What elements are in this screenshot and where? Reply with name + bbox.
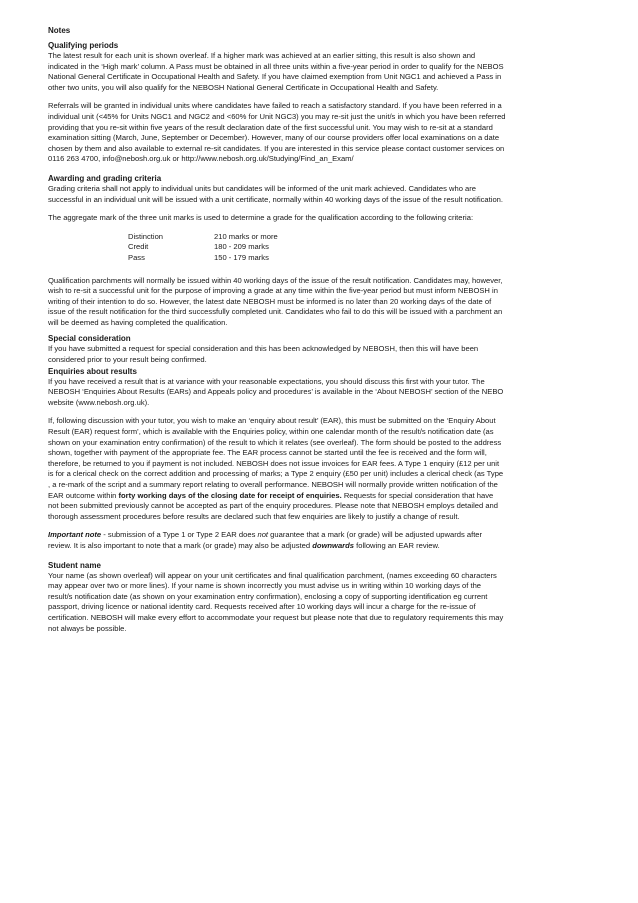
important-note — [48, 530, 638, 551]
text-line: examination sitting (March, June, September or December). However, many of our course providers offer local examinations on a date — [48, 133, 500, 143]
enquiries-paragraph-2 — [48, 416, 638, 522]
text-line: will be deemed as having completed the qualification. — [48, 317, 228, 327]
text-line: considered prior to your result being confirmed. — [48, 355, 207, 365]
notes-page — [48, 26, 638, 634]
text-line: Your name (as shown overleaf) will appear on your unit certificates and final qualification parchment, (names exceeding 60 characters — [48, 570, 497, 580]
grade-row — [128, 242, 278, 253]
text-line: website (www.nebosh.org.uk). — [48, 397, 150, 407]
text-line: individual unit (<45% for Units NGC1 and NGC2 and <60% for Unit NGC3) you may re-sit just the unit/s in which you have been referred — [48, 111, 506, 121]
text-line: , a re-mark of the script and a summary report relating to overall performance. NEBOSH will normally provide written notification of the — [48, 480, 498, 489]
grade-row — [128, 232, 278, 243]
text-span: EAR outcome within — [48, 490, 119, 500]
special-heading: Special consideration — [48, 334, 131, 344]
text-line — [48, 541, 638, 552]
text-line: shown, together with payment of the appropriate fee. The EAR process cannot be started until the fee is received and the form will, — [48, 448, 487, 458]
text-line — [48, 491, 638, 502]
notes-title: Notes — [48, 26, 71, 35]
text-line: passport, driving licence or national identity card. Requests received after 10 working days will incur a charge for the re-issue of — [48, 602, 476, 612]
text-span: following an EAR review. — [354, 540, 440, 550]
text-line: issue of the result notification for the third successfully completed unit. Candidates who fail to do this will be issued with a parchment an — [48, 307, 503, 317]
text-span: guarantee that a mark (or grade) will be adjusted upwards after — [268, 530, 483, 540]
text-span: Requests for special consideration that have — [341, 490, 494, 500]
text-line: Referrals will be granted in individual units where candidates have failed to reach a satisfactory standard. If you have been referred in a — [48, 101, 502, 111]
text-line: not always be possible. — [48, 623, 127, 633]
awarding-paragraph-1 — [48, 184, 638, 205]
text-line: NEBOSH ‘Enquiries About Results (EARs) and Appeals policy and procedures’ is available in the ‘About NEBOSH’ section of the NEBO — [48, 387, 504, 397]
text-line: may appear over two or more lines). If your name is shown incorrectly you must advise us in writing within 10 working days of the — [48, 581, 482, 591]
aggregate-paragraph: The aggregate mark of the three unit marks is used to determine a grade for the qualification according to the following criteria: — [48, 213, 474, 223]
text-line: If, following discussion with your tutor, you wish to make an ‘enquiry about result’ (EAR), this must be submitted on the ‘Enquiry About — [48, 416, 496, 426]
text-line: wish to re-sit a successful unit for the purpose of improving a grade at any time within the five-year period but must inform NEBOSH in — [48, 286, 498, 296]
parchments-paragraph — [48, 276, 638, 329]
text-line: successful in an individual unit will be issued with a unit certificate, normally within 40 working days of the issue of the result notification. — [48, 194, 504, 204]
student-name-heading: Student name — [48, 560, 101, 570]
awarding-heading: Awarding and grading criteria — [48, 173, 162, 183]
grade-marks: 210 marks or more — [214, 231, 278, 241]
text-line: writing of their intention to do so. However, the latest date NEBOSH must be informed is no later than 20 working days of the date of — [48, 296, 492, 306]
bold-deadline-text: forty working days of the closing date for receipt of enquiries. — [118, 490, 342, 500]
text-line — [48, 530, 638, 541]
text-line: chosen by them and also available to external re-sit candidates. If you are interested in this service please contact customer services on — [48, 143, 505, 153]
text-line: not been submitted previously cannot be accepted as part of the enquiry procedures. Please note that NEBOSH employs detailed and — [48, 501, 498, 511]
grade-marks: 180 - 209 marks — [214, 242, 269, 252]
text-line: Qualification parchments will normally be issued within 40 working days of the issue of the result notification. Candidates may, however, — [48, 275, 503, 285]
text-line: thorough assessment procedures before results are declared such that few enquiries are likely to justify a change of result. — [48, 511, 460, 521]
italic-text: not — [257, 530, 269, 540]
important-note-label: Important note — [48, 530, 102, 540]
grade-row — [128, 253, 278, 264]
grade-marks: 150 - 179 marks — [214, 252, 269, 262]
bold-italic-text: downwards — [312, 540, 355, 550]
text-line: providing that you re-sit within five years of the result declaration date of the first successful unit. You may wish to re-sit at a standard — [48, 122, 493, 132]
grade-name: Pass — [128, 252, 145, 262]
text-line: National General Certificate in Occupational Health and Safety. If you have claimed exemption from Unit NGC1 and achieved a Pass in — [48, 72, 502, 82]
grade-table — [128, 232, 278, 264]
student-name-paragraph — [48, 571, 638, 635]
grade-name: Credit — [128, 242, 149, 252]
text-line: shown on your examination entry confirmation) of the result to which it relates (see overleaf). The form should be posted to the address — [48, 437, 502, 447]
text-line: Grading criteria shall not apply to individual units but candidates will be informed of the unit mark achieved. Candidates who are — [48, 183, 477, 193]
text-line: indicated in the ‘High mark’ column. A Pass must be obtained in all three units within a five-year period in order to qualify for the NEBOS — [48, 61, 504, 71]
text-line: The latest result for each unit is shown overleaf. If a higher mark was achieved at an earlier sitting, this result is also shown and — [48, 51, 476, 60]
text-line: is for a clerical check on the correct addition and processing of marks; a Type 2 enquiry (£50 per unit) includes a clerical check (as Type — [48, 469, 504, 479]
text-line: Result (EAR) request form’, which is available with the Enquiries policy, within one calendar month of the result/s notification date (as — [48, 427, 494, 437]
text-line: certification. NEBOSH will make every effort to accommodate your request but please note that due to regulatory requirements this may — [48, 612, 504, 622]
special-paragraph — [48, 344, 638, 365]
qualifying-paragraph-1 — [48, 51, 638, 93]
text-line: therefore, be returned to you if payment is not included. NEBOSH does not issue invoices for EAR fees. A Type 1 enquiry (£12 per unit — [48, 458, 500, 468]
qualifying-heading: Qualifying periods — [48, 41, 119, 50]
text-span: review. It is also important to note that a mark (or grade) may also be adjusted — [48, 540, 313, 550]
text-line: other two units, you will also qualify for the NEBOSH National General Certificate in Occupational Health and Safety. — [48, 82, 439, 92]
text-line: 0116 263 4700, info@nebosh.org.uk or http://www.nebosh.org.uk/Studying/Find_an_Exam/ — [48, 154, 354, 164]
grade-name: Distinction — [128, 231, 164, 241]
text-line: If you have received a result that is at variance with your reasonable expectations, you should discuss this first with your tutor. The — [48, 376, 485, 386]
enquiries-paragraph-1 — [48, 377, 638, 409]
referrals-paragraph — [48, 101, 638, 165]
text-span: - submission of a Type 1 or Type 2 EAR does — [101, 530, 258, 540]
text-line: result/s notification date (as shown on your examination entry confirmation), enclosing a copy of supporting identification eg current — [48, 591, 488, 601]
text-line: If you have submitted a request for special consideration and this has been acknowledged by NEBOSH, then this will have been — [48, 344, 479, 354]
enquiries-heading: Enquiries about results — [48, 366, 137, 376]
